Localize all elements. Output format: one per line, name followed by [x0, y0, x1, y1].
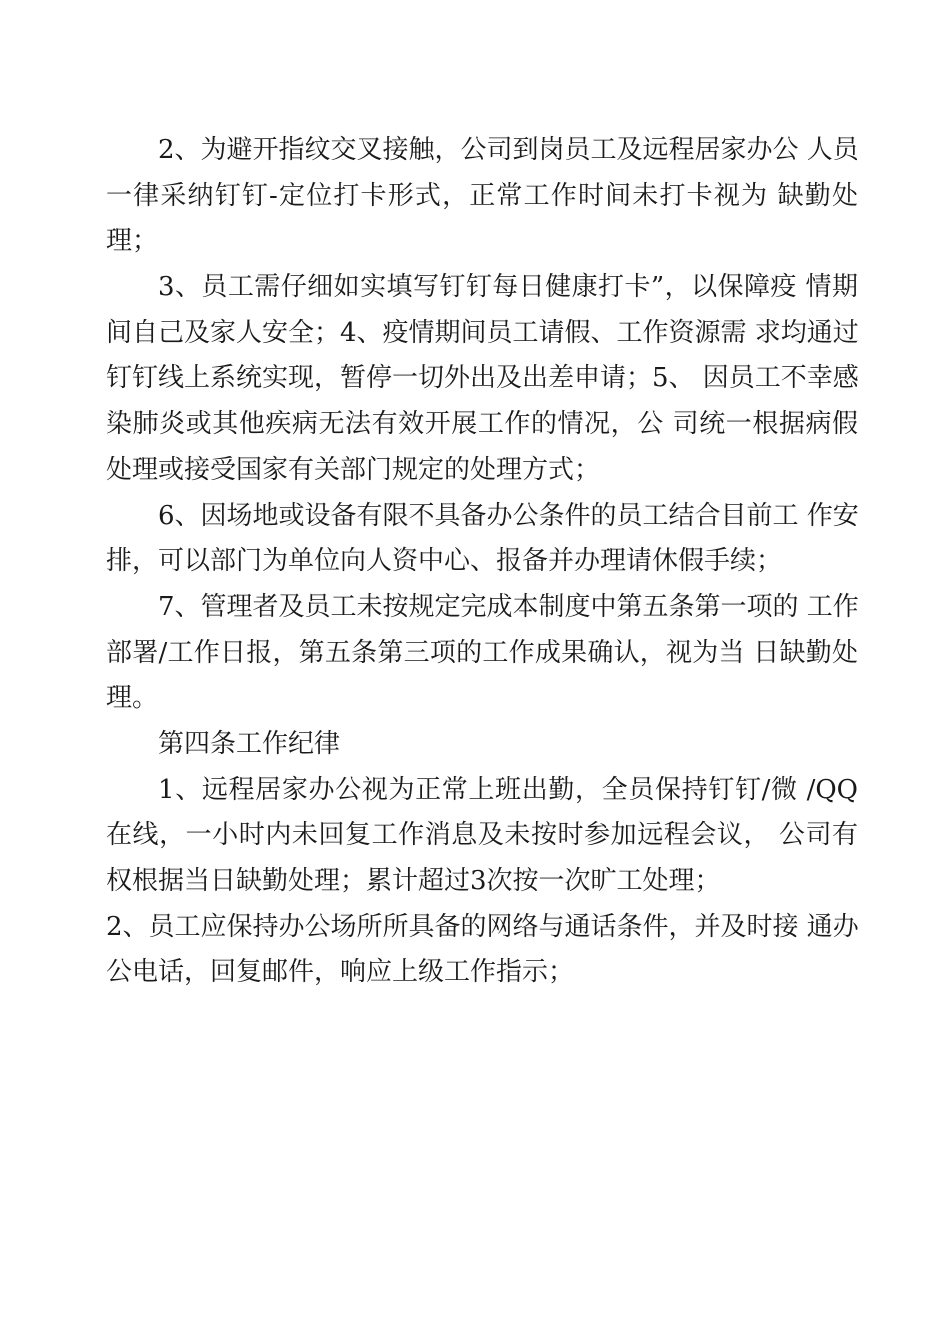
paragraph-line: 部署/工作日报，第五条第三项的工作成果确认，视为当 日缺勤处: [106, 637, 858, 668]
paragraph-line: 3、员工需仔细如实填写钉钉每日健康打卡”，以保障疫 情期: [158, 272, 858, 303]
paragraph-line: 处理或接受国家有关部门规定的处理方式；: [106, 454, 601, 485]
paragraph-line: 理；: [106, 226, 159, 257]
paragraph-line: 在线，一小时内未回复工作消息及未按时参加远程会议， 公司有: [106, 820, 858, 851]
paragraph-line: 1、远程居家办公视为正常上班出勤，全员保持钉钉/微 /QQ: [158, 774, 858, 805]
paragraph-line: 染肺炎或其他疾病无法有效开展工作的情况，公 司统一根据病假: [106, 409, 858, 440]
paragraph-line: 2、员工应保持办公场所所具备的网络与通话条件，并及时接 通办: [106, 911, 859, 942]
paragraph-line: 公电话，回复邮件，响应上级工作指示；: [106, 957, 575, 988]
paragraph-line: 6、因场地或设备有限不具备办公条件的员工结合目前工 作安: [158, 500, 859, 531]
paragraph-line: 理。: [106, 683, 159, 714]
paragraph-line: 排，可以部门为单位向人资中心、报备并办理请休假手续；: [106, 546, 783, 577]
paragraph-line: 2、为避开指纹交叉接触，公司到岗员工及远程居家办公 人员: [158, 135, 859, 165]
paragraph-line: 一律采纳钉钉-定位打卡形式，正常工作时间未打卡视为 缺勤处: [106, 180, 858, 211]
document-body: [106, 128, 858, 996]
paragraph-line: 间自己及家人安全；4、疫情期间员工请假、工作资源需 求均通过: [106, 317, 859, 348]
paragraph-line: 钉钉线上系统实现，暂停一切外出及出差申请；5、 因员工不幸感: [106, 363, 859, 394]
section-heading: 第四条工作纪律: [158, 728, 341, 759]
paragraph-line: 7、管理者及员工未按规定完成本制度中第五条第一项的 工作: [158, 591, 859, 622]
paragraph-line: 权根据当日缺勤处理；累计超过3次按一次旷工处理；: [106, 866, 721, 896]
